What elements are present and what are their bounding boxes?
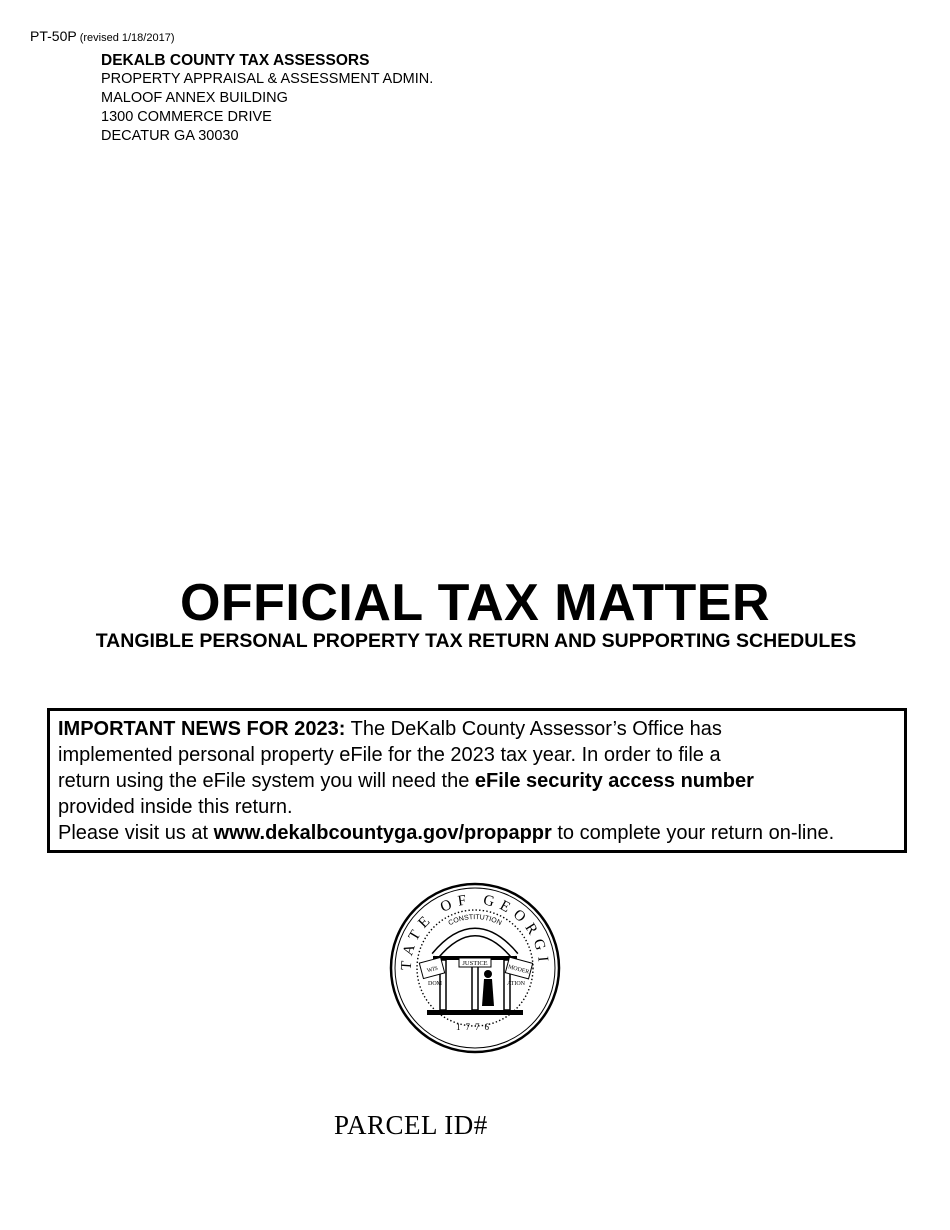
return-address <box>101 51 433 146</box>
news-text: return using the eFile system you will need the <box>58 770 475 792</box>
seal-year: 1776 <box>456 1022 494 1032</box>
parcel-id-label: PARCEL ID# <box>334 1110 488 1140</box>
news-heading: IMPORTANT NEWS FOR 2023: <box>58 718 346 740</box>
seal-figure-head <box>484 970 492 978</box>
efile-security-term: eFile security access number <box>474 770 754 792</box>
website-link[interactable]: www.dekalbcountyga.gov/propappr <box>213 822 552 844</box>
address-line: DECATUR GA 30030 <box>101 128 239 144</box>
seal-banner-left-text: DOM <box>427 981 443 987</box>
seal-graphic <box>385 878 565 1058</box>
news-text: The DeKalb County Assessor’s Office has <box>345 718 722 740</box>
news-line-1 <box>58 716 896 742</box>
page-subtitle: TANGIBLE PERSONAL PROPERTY TAX RETURN AND SUPPORTING SCHEDULES <box>95 630 857 652</box>
seal-base <box>427 1010 523 1015</box>
address-organization: DEKALB COUNTY TAX ASSESSORS <box>101 52 370 69</box>
georgia-state-seal-icon <box>385 878 565 1058</box>
address-line: 1300 COMMERCE DRIVE <box>101 109 272 125</box>
address-line: MALOOF ANNEX BUILDING <box>101 90 288 106</box>
page-title: OFFICIAL TAX MATTER <box>179 574 771 632</box>
seal-banner-left-text: WIS <box>426 965 439 975</box>
news-line-5 <box>58 820 896 846</box>
news-text: to complete your return on-line. <box>551 822 835 844</box>
seal-outer-text: TATE OF GEORGI <box>398 891 552 971</box>
news-line-3 <box>58 768 896 794</box>
seal-banner-center-text: JUSTICE <box>462 960 488 967</box>
seal-figure-body <box>482 979 494 1006</box>
form-number <box>30 28 174 44</box>
form-number-label: PT-50P <box>30 28 77 44</box>
important-news-box <box>47 708 907 853</box>
seal-banner-right-text: ATION <box>507 981 525 987</box>
news-line-2: implemented personal property eFile for the 2023 tax year. In order to file a <box>58 744 721 766</box>
seal-banner-right-text: MODER <box>507 964 530 976</box>
seal-arch-text: CONSTITUTION <box>447 914 503 928</box>
news-text: Please visit us at <box>58 822 214 844</box>
revision-date: (revised 1/18/2017) <box>79 32 175 44</box>
news-line-4: provided inside this return. <box>58 796 293 818</box>
address-line: PROPERTY APPRAISAL & ASSESSMENT ADMIN. <box>101 71 434 87</box>
